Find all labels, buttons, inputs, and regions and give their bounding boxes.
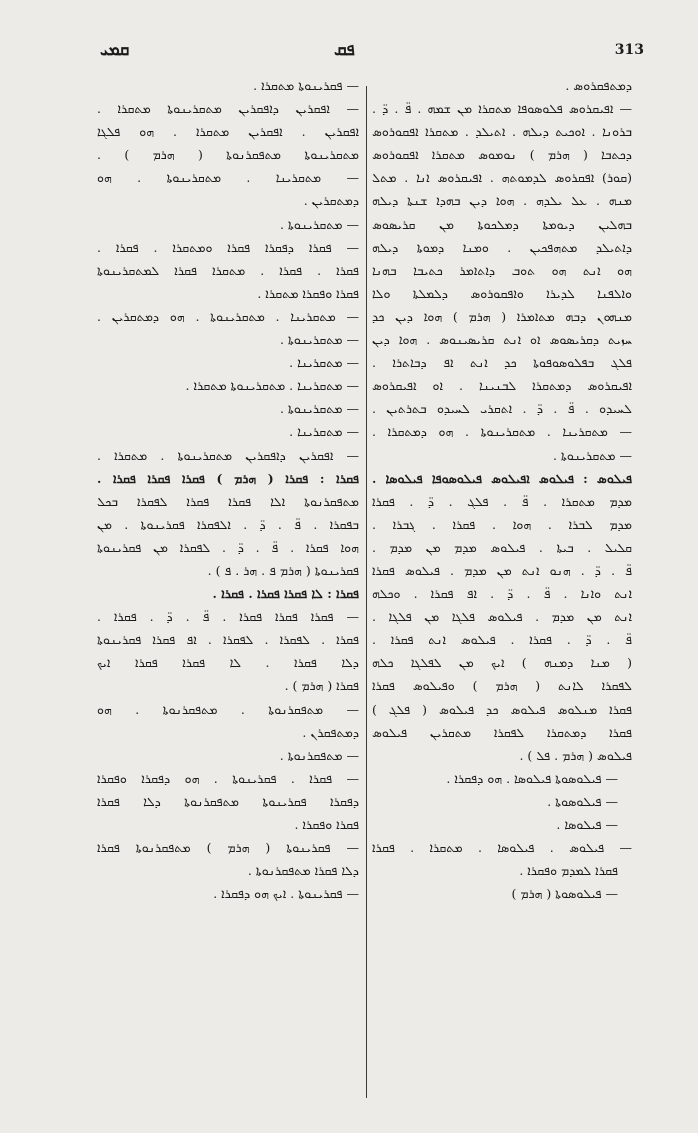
page-number: 313 [614, 42, 644, 58]
text-line: — ܐܦܩܪܝܢ ܕܐܦܩܪܝܢ ܡܬܩܪܝܢܘܬܐ ܡܬܩܪܐ . [97, 101, 359, 117]
text-line: — ܦܩܪܝܢܘܬܐ ܡܬܩܪܐ . [253, 78, 359, 93]
text-line: — ܦܝܠܘܣܘܬܐ ܦܝܠܘܣܐ . ܗܘ ܕܦܩܪܐ . [446, 770, 618, 786]
text-line: — ܦܩܪܐ ܦܩܪܐ ܦܩܪܐ . ܦ̈ . ܕ̈ . ܦܩܪܐ . [97, 609, 359, 625]
text-line: ܐܢܬ ܘܐܢܐ . ܦ̈ . ܕ̈ . ܐܦ ܦܩܪܐ . ܘܟܠܗ [372, 586, 632, 602]
right-column [372, 74, 632, 905]
text-line: ܦܝܠܘܣ ( ܗܪܡ . ܦܠ ) . [519, 747, 632, 763]
text-line: ܡܬܩܪܝܢܘܬܐ ܡܬܦܩܪܢܘܬܐ ( ܗܪܡ ) . [97, 147, 359, 163]
text-line: ܦܩܪܐ ܘܦܩܪܐ ܡܬܩܪܐ . [257, 285, 359, 301]
text-line: — ܦܝܠܘܣܐ . [556, 817, 618, 832]
text-line: — ܦܩܪܐ . ܦܩܪܝܢܘܬܐ . ܗܘ ܕܦܩܪܐ ܘܦܩܪܐ [97, 770, 359, 786]
text-line: — ܦܩܪܝܢܘܬܐ ( ܗܪܡ ) ܡܬܦܩܪܢܘܬܐ ܦܩܪܐ [97, 840, 359, 856]
text-line: ܦܩܪܐ : ܠܐ ܦܩܪܐ ܦܩܪܐ . ܦܩܪܐ . [212, 586, 359, 602]
text-line: ܚܙܝܬ ܕܩܪܝܣܘܣ ܐܘ ܐܢܬ ܩܪܝܣܝܢܘܣ . ܗܘܐ ܕܝܢ [372, 332, 632, 348]
text-line: ܡܢܗ . ܥܠ ܝܠܕܗ . ܗܘܐ ܕܝܢ ܒܗܕܐ ܫܢܬܐ ܕܝܠܗ [372, 193, 632, 209]
text-line: ܦܠܓ ܒܦܠܘܣܘܦܘܬܐ ܟܕ ܐܢܬ ܐܦ ܕܒܐܬܪܐ . [372, 355, 632, 371]
text-line: ܦܩܪܐ . ܠܦܩܪܐ . ܠܦܩܪܐ . ܐܦ ܦܩܪܐ ܦܩܪܝܢܘܬܐ [97, 632, 359, 648]
text-line: ܡܬܦܩܪܢܘܬܐ ܐܠܐ ܦܩܪܐ ܦܩܪܐ ܠܦܩܪܐ ܒܟܠ [97, 493, 359, 509]
text-line: ܦܝܠܘܣ : ܦܝܠܘܣ ܐܦܝܠܘܣ ܦܝܠܘܣܘܦܐ ܦܝܠܘܣܐ . [372, 470, 632, 486]
text-line: — ܡܬܩܪܝܢܐ . ܡܬܩܪܝܢܘܬܐ . ܗܘ ܕܡܬܩܪܝܢ . [97, 308, 359, 324]
text-line: — ܦܩܪܝܢܘܬܐ . ܐܝܟ ܗܘ ܕܦܩܪܐ . [213, 886, 359, 902]
text-line: — ܐܦܩܪܝܢ ܕܐܦܩܪܝܢ ܡܬܩܪܝܢܘܬܐ . ܡܬܩܪܐ . [97, 447, 359, 463]
text-line: ܕܟܬܒܐ ( ܗܪܡ ) ܢܘܡܘܣ ܡܬܩܪܐ ܐܦܩܘܪܘܣ [372, 147, 632, 163]
text-line: — ܡܬܩܪܝܢܐ . ܡܬܩܪܝܢܘܬܐ . ܗܘ [97, 170, 359, 186]
text-line: ܦܩܪܐ ܘܦܩܪܐ . [294, 817, 359, 832]
column-divider [366, 86, 367, 1098]
text-line: ܕܡܬܦܩܪܘܣ . [565, 78, 632, 93]
text-line: ܒܪܘܢܐ . ܐܘܟܝܬ ܕܝܠܗ . ܐܬܝܠܕ . ܡܬܩܪܐ ܐܦܩܘܪܘܣ [372, 124, 632, 140]
text-line: — ܦܝܠܘܣ . ܦܝܠܘܣܐ . ܡܬܩܪܐ . ܦܩܪܐ [372, 840, 632, 856]
text-line: ܐܦܩܪܝܢ . ܐܦܩܪܝܢ ܡܬܩܪܐ . ܗܘ ܦܠܓܐ [97, 124, 359, 140]
text-line: ܕܠܐ ܦܩܪܐ ܡܬܦܩܪܢܘܬܐ . [247, 863, 359, 879]
text-line: — ܦܩܪܐ ܕܦܩܪܐ ܦܩܪܐ ܘܡܬܩܪܐ . ܦܩܪܐ . [97, 239, 359, 255]
text-line: ܦܩܪܐ ( ܗܪܡ ) . [284, 678, 359, 694]
text-line: (ܩܘܪ) ܐܦܩܪܘܣ ܠܕܡܘܬܗ . ܐܦܝܩܪܘܣ ܐܢܐ . ܡܬܠ [372, 170, 632, 186]
text-line: — ܡܬܩܪܝܢܘܬܐ . [279, 216, 359, 232]
text-line: ܩܠܝܠ . ܒܝܬܐ . ܦܝܠܘܣ ܡܕܡ ܡܢ ܡܕܡ . [372, 539, 632, 555]
text-line: ܦܩܪܐ : ܦܩܪܐ ( ܗܪܡ ) ܦܩܪܐ ܦܩܪܐ ܦܩܪܐ . [97, 470, 359, 486]
text-line: — ܡܬܩܪܝܢܘܬܐ . [279, 401, 359, 417]
text-line: — ܡܬܦܩܪܢܘܬܐ . [279, 747, 359, 763]
text-line: ܦܩܪܐ ܠܡܕܡ ܘܦܩܪܐ . [519, 863, 618, 879]
text-line: ܕܦܩܪܐ ܦܩܪܝܢܘܬܐ ܡܬܦܩܪܢܘܬܐ ܕܠܐ ܦܩܪܐ [97, 793, 359, 809]
text-line: ܕܐܬܝܠܕ ܡܬܗܦܟܝܢ . ܘܡܢܐ ܕܡܘܬܐ ܕܝܠܗ [372, 239, 632, 255]
text-line: ܕܡܬܩܪܝܢ . [303, 193, 359, 209]
text-line: ܦ̈ . ܕ̈ . ܦܩܪܐ . ܦܝܠܘܣ ܐܢܬ ܦܩܪܐ . [372, 632, 632, 648]
header-catchword-center: ܦܩ [334, 40, 355, 60]
text-line: — ܡܬܦܩܪܢܘܬܐ . ܡܬܦܩܪܢܘܬܐ . ܗܘ [97, 701, 359, 717]
text-line: ܐܢܬ ܡܢ ܡܕܡ . ܦܝܠܘܣ ܦܠܓܐ ܡܢ ܦܠܓܐ . [372, 609, 632, 625]
text-line: — ܡܬܩܪܝܢܘܬܐ . [552, 447, 632, 463]
text-line: ܕܡܬܦܩܪܢ . [302, 724, 359, 740]
left-column [97, 74, 359, 905]
text-line: ܡܕܡ ܡܬܩܪܐ . ܦ̈ . ܦܠܓ . ܕ̈ . ܦܩܪܐ [372, 493, 632, 509]
text-line: — ܡܬܩܪܝܢܐ . ܡܬܩܪܝܢܘܬܐ ܡܬܩܪܐ . [185, 378, 359, 394]
text-line: ܦܩܪܐ ܕܡܬܩܪܐ ܠܦܩܪܐ ܡܬܩܪܝܢ ܦܝܠܘܣ [372, 724, 632, 740]
text-line: — ܐܦܝܩܪܘܣ ܦܠܘܣܘܦܐ ܡܬܩܪܐ ܡܢ ܫܡܗ . ܦ̈ . ܕ̈ . [372, 101, 632, 117]
text-line: ܗܘ ܐܢܬ ܗܘ ܬܘܒ ܕܐܬܐܡܪ ܟܬܝܒܐ ܒܗܢܐ [372, 262, 632, 278]
text-line: ܦܩܪܐ ܡܢܠܘܣ ܦܝܠܘܣ ܟܕ ܦܝܠܘܣ ( ܦܠܓ ) [372, 701, 632, 717]
text-line: ܒܦܩܪܐ . ܦ̈ . ܕ̈ . ܐܠܦܩܪܐ ܦܩܪܝܢܘܬܐ . ܡܢ [97, 516, 359, 532]
text-line: ܠܚܝܕܘ . ܦ̈ . ܕ̈ . ܐܬܩܪܝ ܠܚܝܕܘ ܒܬܪܬܝܢ . [372, 401, 632, 417]
text-line: — ܡܬܩܪܝܢܐ . [289, 424, 359, 440]
header-catchword-left: ܩܡܝ [100, 40, 130, 60]
text-line: — ܡܬܩܪܝܢܐ . ܡܬܩܪܝܢܘܬܐ . ܗܘ ܕܡܬܩܪܐ . [372, 424, 632, 440]
text-line: ܡܕܡ ܠܒܪܐ . ܗܘܐ . ܦܩܪܐ . ܓܒܪܐ . [372, 516, 632, 532]
text-line: ܗܘܐ ܦܩܪܐ . ܦ̈ . ܕ̈ . ܠܦܩܪܐ ܡܢ ܦܩܪܝܢܘܬܐ [97, 539, 359, 555]
text-line: ܐܦܝܩܪܘܣ ܕܡܬܩܪܐ ܠܒܢܝܢܐ . ܐܘ ܐܦܝܩܪܘܣ [372, 378, 632, 394]
text-line: ܒܗܠܝܢ ܕܝܘܡܬܐ ܕܡܠܟܘܬܐ ܡܢ ܩܪܝܣܘܣ [372, 216, 632, 232]
text-line: ܦܩܪܐ . ܦܩܪܐ . ܡܬܩܪܐ ܦܩܪܐ ܠܡܬܩܪܝܢܘܬܐ [97, 262, 359, 278]
text-line: — ܡܬܩܪܝܢܐ . [289, 355, 359, 371]
text-line: ܘܐܠܦܢܐ ܠܕܝܪܐ ܘܐܦܩܘܪܘܣ ܕܠܡܠܬܐ ܘܠܐ [372, 285, 632, 301]
text-line: — ܦܝܠܘܣܘܬܐ ( ܗܪܡ ) [511, 886, 618, 902]
text-line: ܕܠܐ ܦܩܪܐ . ܠܐ ܦܩܪܐ ܦܩܪܐ ܐܝܟ [97, 655, 359, 671]
text-line: ܠܦܩܪܐ ܠܐܢܬ ( ܗܪܡ ) ܘܦܝܠܘܣ ܦܩܪܐ [372, 678, 632, 694]
running-header [0, 38, 698, 68]
text-line: ܡܢܗܘܢ ܕܒܗ ܡܬܐܡܪܐ ( ܗܪܡ ) ܗܘܐ ܕܝܢ ܟܕ [372, 308, 632, 324]
text-line: — ܦܝܠܘܣܘܬܐ . [547, 793, 618, 809]
text-line: — ܡܬܩܪܝܢܘܬܐ . [279, 332, 359, 348]
text-line: ( ܡܢܐ ܕܡܢܗ ) ܐܝܟ ܡܢ ܠܦܠܓܐ ܟܠܗ [372, 655, 632, 671]
text-line: ܦܩܪܝܢܘܬܐ ( ܗܪܡ ܦ . ܗܪ . ܦ ) . [207, 562, 359, 578]
text-line: ܦ̈ . ܕ̈ . ܗܢܘ ܐܢܬ ܡܢ ܡܕܡ . ܦܝܠܘܣ ܦܩܪܐ [372, 562, 632, 578]
